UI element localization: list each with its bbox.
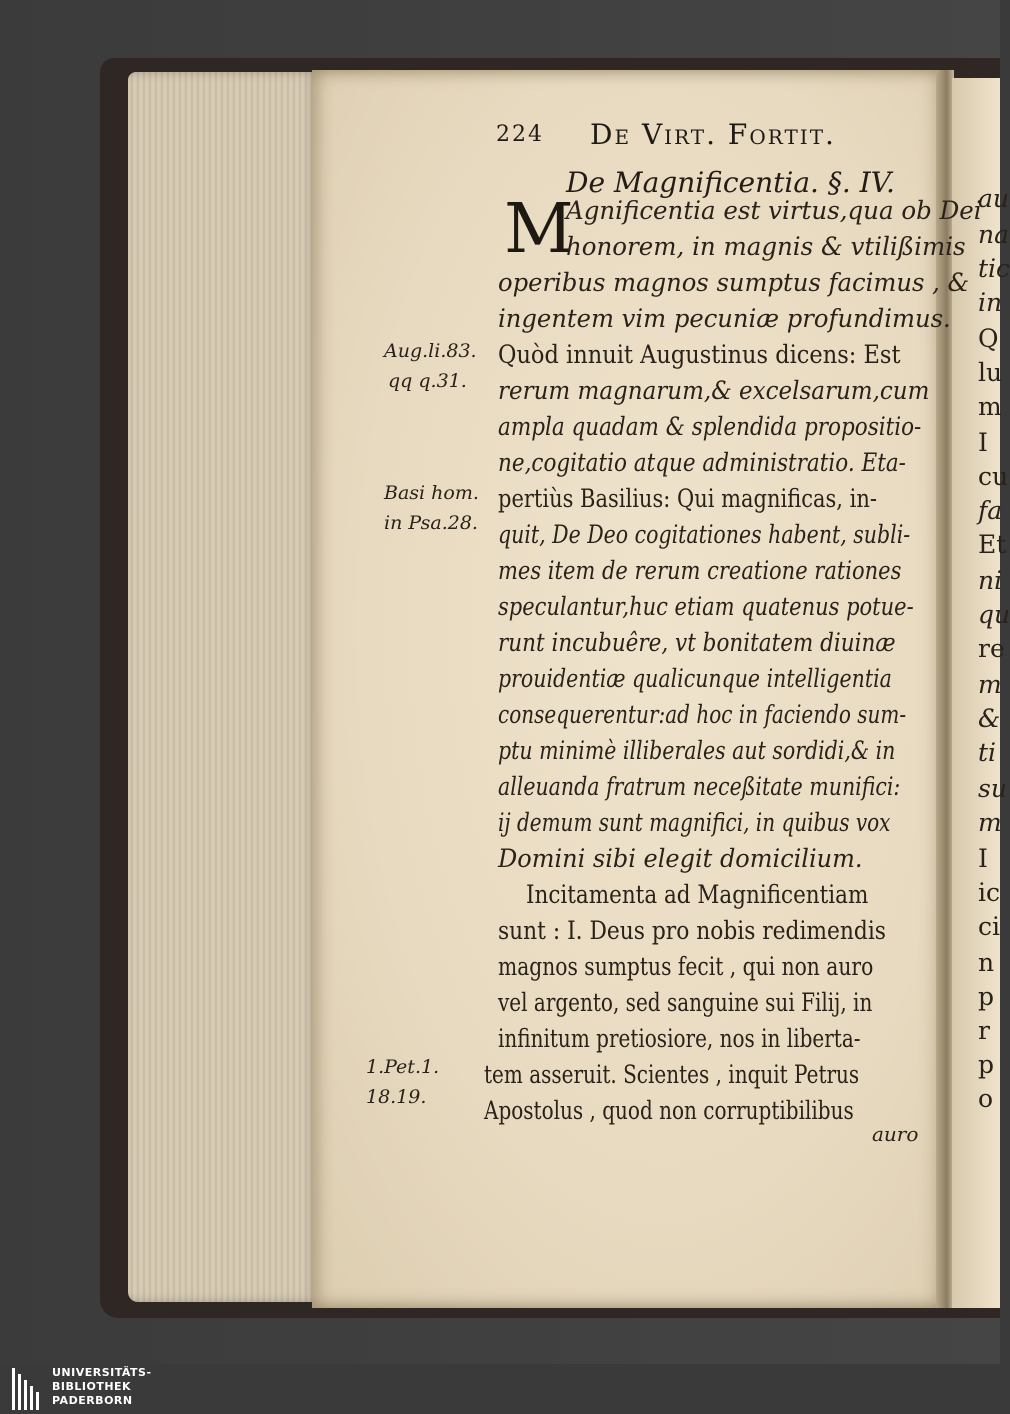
facing-fragment: m (978, 392, 1002, 421)
facing-fragment: p (978, 982, 995, 1011)
library-name-line: UNIVERSITÄTS- (52, 1366, 152, 1379)
facing-fragment: fa (978, 496, 1003, 525)
facing-fragment: I (978, 844, 988, 873)
facing-fragment: qu (978, 600, 1010, 629)
text-line: infinitum pretiosiore, nos in liberta- (498, 1024, 861, 1053)
text-line: vel argento, sed sanguine sui Filij, in (498, 988, 873, 1017)
text-line: operibus magnos sumptus facimus , & (498, 268, 970, 297)
facing-fragment: r (978, 1016, 990, 1045)
facing-fragment: n (978, 948, 995, 977)
library-name-line: BIBLIOTHEK (52, 1380, 132, 1393)
margin-note: 18.19. (366, 1086, 427, 1108)
text-line: Incitamenta ad Magnificentiam (526, 880, 869, 909)
facing-fragment: Et (978, 530, 1007, 559)
text-line: ne,cogitatio atque administratio. Eta- (498, 448, 906, 477)
facing-fragment: Q (978, 324, 999, 353)
margin-note: qq q.31. (388, 370, 467, 392)
text-line: ampla quadam & splendida propositio- (498, 412, 922, 441)
facing-fragment: in (978, 288, 1003, 317)
facing-fragment: re (978, 634, 1005, 663)
running-title: De Virt. Fortit. (590, 118, 836, 151)
text-line: mes item de rerum creatione rationes (498, 556, 902, 585)
text-line: alleuanda fratrum neceßitate munifici: (498, 772, 901, 801)
facing-fragment: lu (978, 358, 1003, 387)
library-logo-icon (10, 1368, 44, 1410)
facing-fragment: ni (978, 566, 1003, 595)
facing-fragment: su (978, 774, 1007, 803)
page-header (496, 118, 926, 158)
text-line: Apostolus , quod non corruptibilibus (484, 1096, 854, 1125)
facing-fragment: ti (978, 738, 997, 767)
facing-fragment: ic (978, 878, 1000, 907)
facing-fragment: au (978, 184, 1010, 213)
margin-note: Aug.li.83. (384, 340, 477, 362)
library-name-line: PADERBORN (52, 1394, 133, 1407)
library-name (52, 1366, 152, 1408)
text-line: Agnificentia est virtus,qua ob Dei (566, 196, 982, 225)
facing-fragment: I (978, 428, 988, 457)
facing-fragment: m (978, 670, 1002, 699)
facing-fragment: & (978, 704, 1001, 733)
facing-page (952, 78, 1010, 1308)
text-line: tem asseruit. Scientes , inquit Petrus (484, 1060, 860, 1089)
margin-note: 1.Pet.1. (366, 1056, 440, 1078)
text-line: speculantur,huc etiam quatenus potue- (498, 592, 914, 621)
text-line: magnos sumptus fecit , qui non auro (498, 952, 874, 981)
text-line: pertiùs Basilius: Qui magnificas, in- (498, 484, 877, 513)
facing-fragment: tic (978, 254, 1010, 283)
margin-note: Basi hom. (384, 482, 479, 504)
drop-cap: M (504, 190, 574, 269)
text-line: Quòd innuit Augustinus dicens: Est (498, 340, 901, 369)
page-number: 224 (496, 122, 544, 147)
text-line: ij demum sunt magnifici, in quibus vox (498, 808, 891, 837)
facing-fragment: cu (978, 462, 1009, 491)
facing-fragment: ci (978, 912, 1000, 941)
text-line: rerum magnarum,& excelsarum,cum (498, 376, 930, 405)
section-title: De Magnificentia. §. IV. (566, 166, 895, 199)
margin-note: in Psa.28. (384, 512, 478, 534)
text-line: honorem, in magnis & vtilißimis (566, 232, 966, 261)
catchword: auro (872, 1122, 919, 1146)
facing-fragment: o (978, 1084, 994, 1113)
text-line: sunt : I. Deus pro nobis redimendis (498, 916, 886, 945)
text-line: prouidentiæ qualicunque intelligentia (498, 664, 892, 693)
facing-fragment: p (978, 1050, 995, 1079)
page-fore-edge (128, 72, 318, 1302)
text-line: consequerentur:ad hoc in faciendo sum- (498, 700, 907, 729)
text-line: ptu minimè illiberales aut sordidi,& in (498, 736, 896, 765)
text-line: quit, De Deo cogitationes habent, subli- (498, 520, 911, 549)
text-line: runt incubuêre, vt bonitatem diuinæ (498, 628, 896, 657)
text-line: Domini sibi elegit domicilium. (498, 844, 863, 873)
text-line: ingentem vim pecuniæ profundimus. (498, 304, 951, 333)
facing-fragment: m (978, 808, 1002, 837)
facing-fragment: na (978, 220, 1010, 249)
